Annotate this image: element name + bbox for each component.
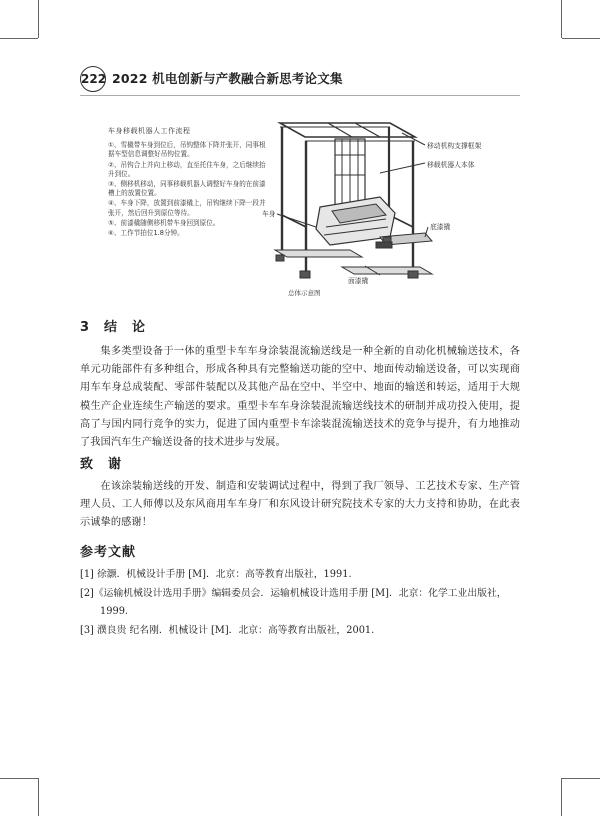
crop-mark [38,0,39,38]
workflow-step: ③、侧移机移动，同事移载机器人调整好车身的在前漆槽上的放置位置。 [108,180,266,198]
crop-mark [0,778,38,779]
label-robot: 移载机器人本体 [427,161,475,169]
reference-item: [3] 濮良贵 纪名刚．机械设计 [M]．北京：高等教育出版社，2001. [80,624,375,636]
figure-overview [80,115,520,300]
reference-item: [2]《运输机械设计选用手册》编辑委员会．运输机械设计选用手册 [M]．北京：化学工业出版社，1999. [80,587,507,617]
workflow-step: ⑤、前漆橇随侧移机带车身回到原位。 [108,218,220,227]
label-car-body: 车身 [262,210,276,218]
running-title: 2022 机电创新与产教融合新思考论文集 [112,71,343,86]
crop-mark [562,38,600,39]
thanks-paragraph: 在该涂装输送线的开发、制造和安装调试过程中，得到了我厂领导、工艺技术专家、生产管理人员、工人师傅以及东风商用车车身厂和东风设计研究院技术专家的大力支持和协助，在此表示诚挚的感谢！ [80,481,520,529]
crop-mark [562,778,600,779]
section-heading-references: 参考文献 [80,545,137,560]
workflow-title: 车身移载机器人工作流程 [108,127,191,135]
page-number: 222 [80,66,106,92]
crop-mark [0,38,38,39]
reference-item: [1] 徐灏．机械设计手册 [M]．北京：高等教育出版社，1991. [80,569,352,580]
label-front-skid: 面漆撬 [348,277,369,285]
crop-mark [561,0,562,38]
conclusion-paragraph: 集多类型设备于一体的重型卡车车身涂装混流输送线是一种全新的自动化机械输送技术，各单元功能部件有多种组合，形成各种具有完整输送功能的空中、地面传动输送设备，可以实现商用车车身总成装配、零部件装配以及其他产品在空中、半空中、地面的输送和转运，适用于大规模生产企业连续生产输送的要求。重型卡车车身涂装混流输送线技术的研制并成功投入使用，提高了与国内同行竞争的实力，促进了国内重型卡车涂装混流输送技术的竞争与提升，有力地推动了我国汽车生产输送设备的技术进步与发展。 [80,346,520,449]
reference-list [80,566,520,640]
workflow-step: ⑥、工作节拍位1.8分钟。 [108,229,184,238]
figure-caption: 总体示意图 [288,289,321,297]
label-base-skid: 底漆撬 [430,223,451,231]
section-heading-conclusion: 3 结 论 [80,320,147,335]
section-heading-thanks: 致 谢 [80,457,123,472]
workflow-step: ①、雪橇带车身到位后，吊钩整体下降并张开，同事根据车型信息调整好吊钩位置。 [108,141,266,159]
crop-mark [38,778,39,816]
header-rule [80,95,520,96]
label-frame: 移动机构支撑框架 [427,142,482,150]
crop-mark [561,778,562,816]
workflow-step: ②、吊钩合上并向上移动，直至托住车身，之后继续抬升到位。 [108,160,266,178]
workflow-text [108,127,268,239]
workflow-step: ④、车身下降，放置到前漆橇上，吊钩继续下降一段并张开，然后回升到原位等待。 [108,199,266,217]
